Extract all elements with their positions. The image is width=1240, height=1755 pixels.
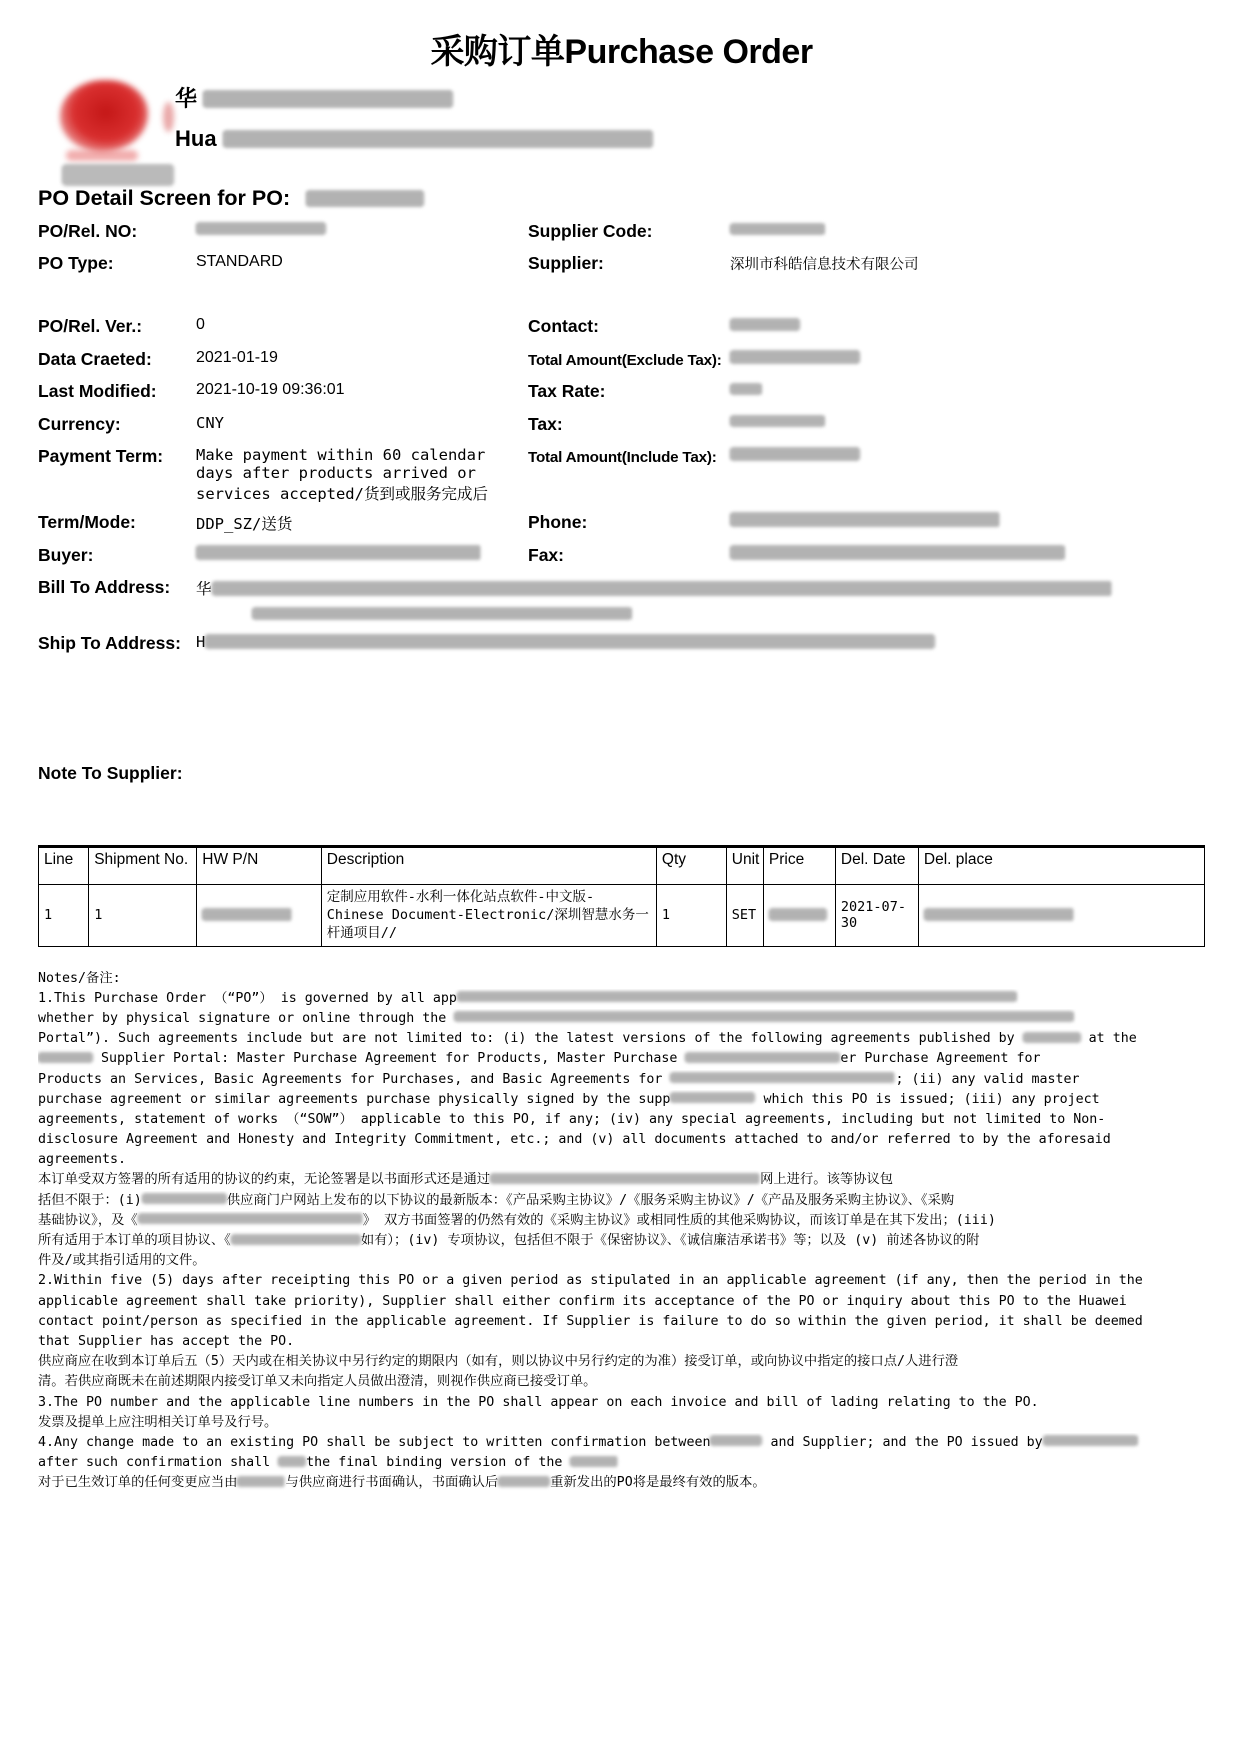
note-line bbox=[38, 1312, 1205, 1332]
field-row bbox=[38, 316, 1205, 348]
redacted-text bbox=[138, 1213, 363, 1224]
note-text: disclosure Agreement and Honesty and Integrity Commitment, etc.; and (v) all documents attached to and/or referred to by the aforesaid bbox=[38, 1132, 1111, 1148]
field-row bbox=[38, 414, 1205, 446]
po-detail-heading bbox=[38, 186, 1205, 214]
note-line bbox=[38, 1070, 1205, 1090]
document-title: 采购订单Purchase Order bbox=[430, 33, 813, 71]
term-mode-label: Term/Mode: bbox=[38, 512, 136, 533]
note-text: 》 双方书面签署的仍然有效的《采购主协议》或相同性质的其他采购协议，而该订单是在其下发出；(iii) bbox=[362, 1212, 996, 1228]
company-name-en bbox=[175, 126, 653, 152]
note-to-supplier-heading: Note To Supplier: bbox=[38, 762, 183, 783]
tax-rate-value bbox=[730, 381, 762, 402]
cell-hw-pn bbox=[197, 884, 321, 946]
note-line bbox=[38, 1473, 1205, 1493]
redacted-text bbox=[203, 90, 453, 108]
payment-term-line: days after products arrived or bbox=[196, 463, 476, 482]
redacted-text bbox=[223, 130, 653, 148]
note-text: after such confirmation shall bbox=[38, 1455, 279, 1471]
company-logo-band bbox=[66, 150, 138, 161]
note-text: the final binding version of the bbox=[306, 1455, 571, 1471]
po-rel-ver-value: 0 bbox=[196, 316, 205, 334]
bill-to-prefix: 华 bbox=[196, 579, 212, 598]
last-modified-label: Last Modified: bbox=[38, 381, 157, 402]
redacted-text bbox=[237, 1476, 285, 1487]
cell-shipment-no: 1 bbox=[89, 884, 197, 946]
company-name-cn-prefix: 华 bbox=[175, 86, 198, 111]
table-row bbox=[39, 884, 1205, 946]
field-row bbox=[38, 381, 1205, 413]
notes-section bbox=[38, 969, 1205, 1494]
buyer-label: Buyer: bbox=[38, 544, 94, 565]
redacted-text bbox=[730, 223, 825, 235]
note-line bbox=[38, 1110, 1205, 1130]
note-line bbox=[38, 1453, 1205, 1473]
redacted-text bbox=[231, 1234, 361, 1245]
note-text: agreements. bbox=[38, 1152, 127, 1168]
cell-del-date: 2021-07-30 bbox=[835, 884, 918, 946]
redacted-text bbox=[212, 581, 1112, 596]
field-row bbox=[38, 253, 1205, 285]
field-row bbox=[38, 512, 1205, 544]
redacted-text bbox=[196, 222, 326, 235]
note-text: 2.Within five (5) days after receipting this PO or a given period as stipulated in an applicable agreement (if any, then the period in the bbox=[38, 1273, 1143, 1289]
note-text: 重新发出的PO将是最终有效的版本。 bbox=[550, 1475, 766, 1491]
cell-qty: 1 bbox=[656, 884, 726, 946]
note-text: 对于已生效订单的任何变更应当由 bbox=[38, 1475, 238, 1491]
ship-to-address-label: Ship To Address: bbox=[38, 632, 181, 653]
redacted-text bbox=[252, 607, 632, 620]
note-text: 供应商应在收到本订单后五（5）天内或在相关协议中另行约定的期限内（如有，则以协议中另行约定的为准）接受订单，或向协议中指定的接口点/人进行澄 bbox=[38, 1354, 959, 1370]
po-rel-no-label: PO/Rel. NO: bbox=[38, 221, 138, 241]
redacted-text bbox=[498, 1476, 550, 1487]
note-line bbox=[38, 1393, 1205, 1413]
redacted-text bbox=[924, 908, 1074, 921]
field-row bbox=[38, 577, 1205, 633]
note-line bbox=[38, 1170, 1205, 1190]
po-rel-ver-label: PO/Rel. Ver.: bbox=[38, 316, 143, 337]
cell-price bbox=[763, 884, 835, 946]
note-text: 所有适用于本订单的项目协议、《 bbox=[38, 1233, 231, 1248]
payment-term-line: services accepted/货到或服务完成后 bbox=[196, 484, 488, 503]
total-include-tax-value bbox=[730, 446, 860, 466]
buyer-value bbox=[196, 545, 481, 566]
note-line bbox=[38, 1130, 1205, 1150]
field-row bbox=[38, 633, 1205, 667]
tax-value bbox=[730, 414, 825, 435]
note-line bbox=[38, 1332, 1205, 1352]
redacted-text bbox=[730, 350, 860, 364]
fax-label: Fax: bbox=[528, 544, 564, 565]
total-include-tax-label: Total Amount(Include Tax): bbox=[528, 448, 717, 466]
note-text: 1.This Purchase Order （“PO”） is governed by all app bbox=[38, 990, 457, 1006]
note-text: and Supplier; and the PO issued by bbox=[762, 1434, 1043, 1450]
ship-to-prefix: H bbox=[196, 632, 206, 651]
date-created-label: Data Craeted: bbox=[38, 348, 152, 369]
note-text: whether by physical signature or online through the bbox=[38, 1010, 455, 1026]
note-text: ; (ii) any valid master bbox=[895, 1071, 1080, 1087]
currency-label: Currency: bbox=[38, 413, 121, 434]
note-text: purchase agreement or similar agreements purchase physically signed by the supp bbox=[38, 1091, 671, 1107]
supplier-code-value bbox=[730, 221, 825, 242]
cell-line: 1 bbox=[39, 884, 89, 946]
note-text: 4.Any change made to an existing PO shall be subject to written confirmation between bbox=[38, 1434, 711, 1450]
field-row bbox=[38, 349, 1205, 381]
last-modified-value: 2021-10-19 09:36:01 bbox=[196, 381, 345, 399]
note-line bbox=[38, 1433, 1205, 1453]
column-header-unit: Unit bbox=[726, 846, 763, 884]
currency-value: CNY bbox=[196, 413, 224, 432]
note-text: er Purchase Agreement for bbox=[840, 1051, 1041, 1067]
redacted-text bbox=[730, 512, 1000, 527]
redacted-text bbox=[202, 908, 292, 921]
note-text: contact point/person as specified in the applicable agreement. If Supplier is failure to do so within the given period, it shall be deemed bbox=[38, 1313, 1143, 1329]
column-header-del-date: Del. Date bbox=[835, 846, 918, 884]
po-type-value: STANDARD bbox=[196, 253, 283, 271]
field-row bbox=[38, 545, 1205, 577]
contact-value bbox=[730, 316, 800, 337]
column-header-qty: Qty bbox=[656, 846, 726, 884]
note-text: 基础协议》，及《 bbox=[38, 1212, 138, 1228]
redacted-text bbox=[38, 1052, 93, 1063]
date-created-value: 2021-01-19 bbox=[196, 348, 278, 366]
total-exclude-tax-label: Total Amount(Exclude Tax): bbox=[528, 351, 722, 369]
note-text: 3.The PO number and the applicable line numbers in the PO shall appear on each invoice and bill of lading relating to the PO. bbox=[38, 1394, 1039, 1410]
note-line bbox=[38, 1271, 1205, 1291]
supplier-value: 深圳市科皓信息技术有限公司 bbox=[730, 257, 919, 274]
note-text: 件及/或其指引适用的文件。 bbox=[38, 1253, 206, 1269]
note-text: 如有）；(iv) 专项协议，包括但不限于《保密协议》、《诚信廉洁承诺书》等；以及 (v) 前述各协议的附 bbox=[360, 1233, 980, 1248]
payment-term-value bbox=[196, 446, 488, 504]
redacted-text bbox=[670, 1092, 755, 1103]
fax-value bbox=[730, 545, 1065, 566]
redacted-text bbox=[730, 415, 825, 427]
note-line bbox=[38, 1413, 1205, 1433]
note-line bbox=[38, 1191, 1205, 1211]
note-text: agreements, statement of works （“SOW”） applicable to this PO, if any; (iv) any special agreements, including but not limited to Non- bbox=[38, 1111, 1106, 1127]
fields-gap bbox=[38, 286, 1205, 317]
note-line bbox=[38, 1372, 1205, 1392]
phone-label: Phone: bbox=[528, 512, 588, 533]
supplier-code-label: Supplier Code: bbox=[528, 221, 653, 241]
redacted-text bbox=[1043, 1435, 1138, 1446]
company-logo bbox=[60, 80, 148, 152]
column-header-del-place: Del. place bbox=[918, 846, 1204, 884]
note-line bbox=[38, 1211, 1205, 1231]
po-fields bbox=[38, 221, 1205, 667]
redacted-text bbox=[306, 190, 424, 207]
notes-label: Notes/备注: bbox=[38, 970, 121, 986]
note-text: 发票及提单上应注明相关订单号及行号。 bbox=[38, 1414, 278, 1430]
note-line bbox=[38, 1049, 1205, 1069]
note-line bbox=[38, 1150, 1205, 1170]
field-row bbox=[38, 446, 1205, 512]
redacted-text bbox=[142, 1193, 227, 1204]
column-header-description: Description bbox=[321, 846, 656, 884]
total-exclude-tax-value bbox=[730, 349, 860, 369]
note-line bbox=[38, 1292, 1205, 1312]
column-header-price: Price bbox=[763, 846, 835, 884]
redacted-text bbox=[769, 908, 827, 921]
redacted-text bbox=[730, 318, 800, 331]
redacted-text bbox=[1023, 1032, 1081, 1043]
phone-value bbox=[730, 512, 1000, 533]
note-text: 清。若供应商既未在前述期限内接受订单又未向指定人员做出澄清，则视作供应商已接受订单。 bbox=[38, 1374, 597, 1390]
column-header-shipment-no: Shipment No. bbox=[89, 846, 197, 884]
redacted-text bbox=[685, 1052, 840, 1063]
redacted-text bbox=[457, 991, 1017, 1002]
company-name-cn bbox=[175, 82, 453, 113]
letterhead bbox=[38, 80, 1205, 172]
redacted-text bbox=[196, 545, 481, 560]
po-detail-heading-label: PO Detail Screen for PO: bbox=[38, 186, 291, 210]
note-line bbox=[38, 989, 1205, 1009]
note-text: Products an Services, Basic Agreements for Purchases, and Basic Agreements for bbox=[38, 1071, 671, 1087]
redacted-text bbox=[454, 1011, 1074, 1022]
note-text: 网上进行。该等协议包 bbox=[760, 1172, 894, 1188]
note-text: 与供应商进行书面确认，书面确认后 bbox=[285, 1475, 499, 1491]
note-line bbox=[38, 1251, 1205, 1271]
company-name-en-prefix: Hua bbox=[175, 126, 217, 151]
note-line bbox=[38, 1090, 1205, 1110]
line-items-table bbox=[38, 845, 1205, 947]
redacted-text bbox=[490, 1173, 760, 1184]
redacted-text bbox=[730, 383, 762, 395]
contact-label: Contact: bbox=[528, 316, 599, 337]
table-header-row bbox=[39, 846, 1205, 884]
note-line bbox=[38, 1352, 1205, 1372]
note-line bbox=[38, 1231, 1205, 1251]
cell-unit: SET bbox=[726, 884, 763, 946]
redacted-text bbox=[62, 164, 174, 186]
note-text: which this PO is issued; (iii) any project bbox=[755, 1091, 1100, 1107]
tax-rate-label: Tax Rate: bbox=[528, 381, 606, 402]
column-header-hw-pn: HW P/N bbox=[197, 846, 321, 884]
redacted-text bbox=[710, 1435, 762, 1446]
ship-to-address-value bbox=[196, 633, 935, 654]
cell-description: 定制应用软件-水利一体化站点软件-中文版-Chinese Document-Electronic/深圳智慧水务一杆通项目// bbox=[321, 884, 656, 946]
redacted-text bbox=[278, 1456, 306, 1467]
note-line bbox=[38, 1009, 1205, 1029]
payment-term-line: Make payment within 60 calendar bbox=[196, 445, 486, 464]
note-text: 本订单受双方签署的所有适用的协议的约束，无论签署是以书面形式还是通过 bbox=[38, 1172, 491, 1188]
note-text: applicable agreement shall take priority), Supplier shall either confirm its acceptance of the PO or inquiry about this PO to the Huawei bbox=[38, 1293, 1127, 1309]
note-text: at the bbox=[1080, 1031, 1137, 1047]
notes-lines bbox=[38, 989, 1205, 1494]
supplier-label: Supplier: bbox=[528, 253, 604, 274]
bill-to-address-label: Bill To Address: bbox=[38, 576, 171, 597]
redacted-text bbox=[730, 447, 860, 461]
note-text: Supplier Portal: Master Purchase Agreement for Products, Master Purchase bbox=[93, 1051, 686, 1067]
redacted-text bbox=[730, 545, 1065, 560]
tax-label: Tax: bbox=[528, 413, 563, 434]
redacted-text bbox=[570, 1456, 618, 1467]
note-text: that Supplier has accept the PO. bbox=[38, 1333, 295, 1349]
note-text: Portal”). Such agreements include but are not limited to: (i) the latest versions of the following agreements published by bbox=[38, 1031, 1023, 1047]
redacted-text bbox=[205, 634, 935, 649]
logo-smudge bbox=[163, 102, 174, 132]
note-text: 供应商门户网站上发布的以下协议的最新版本：《产品采购主协议》/《服务采购主协议》/《产品及服务采购主协议》、《采购 bbox=[226, 1192, 955, 1208]
field-row bbox=[38, 221, 1205, 253]
bill-to-address-value bbox=[196, 577, 1205, 623]
po-type-label: PO Type: bbox=[38, 253, 114, 274]
term-mode-value: DDP_SZ/送货 bbox=[196, 515, 293, 534]
po-rel-no-value bbox=[196, 221, 326, 242]
redacted-text bbox=[670, 1072, 895, 1083]
cell-del-place bbox=[918, 884, 1204, 946]
note-text: 括但不限于：(i) bbox=[38, 1192, 142, 1208]
note-line bbox=[38, 1029, 1205, 1049]
payment-term-label: Payment Term: bbox=[38, 445, 164, 466]
column-header-line: Line bbox=[39, 846, 89, 884]
po-document-content bbox=[0, 24, 1240, 1493]
